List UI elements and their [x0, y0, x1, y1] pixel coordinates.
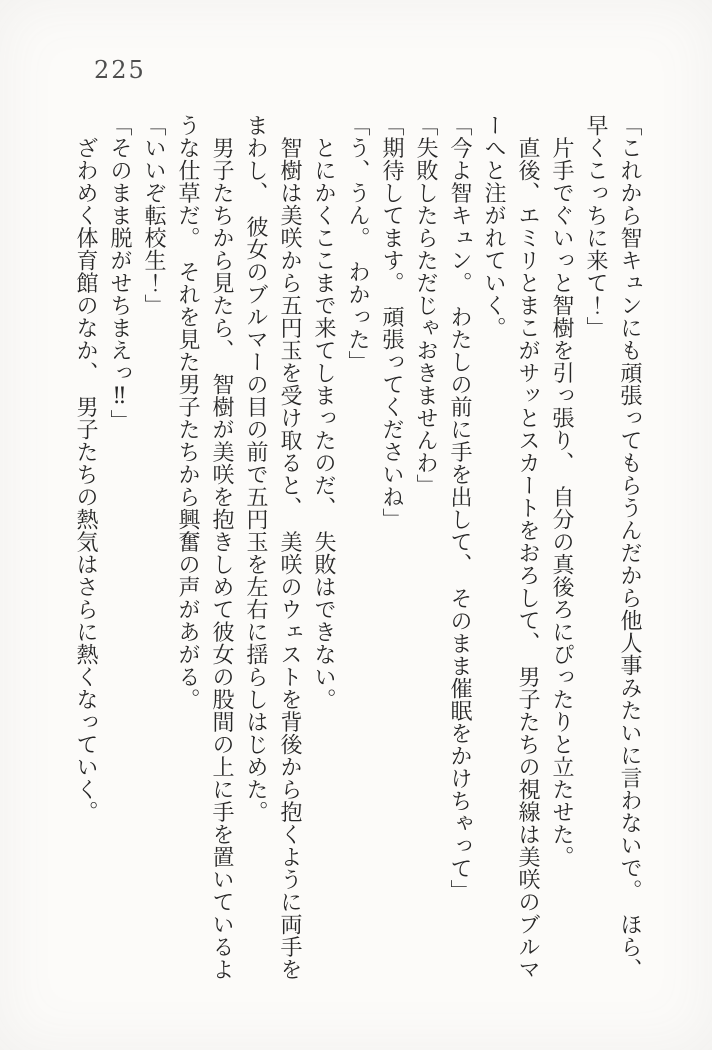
text-line: 「今よ智キュン。 わたしの前に手を出して、 そのまま催眠をかけちゃって」 [447, 114, 472, 902]
text-line: 智樹は美咲から五円玉を受け取ると、 美咲のウェストを背後から抱くように両手を [277, 114, 302, 981]
text-line: とにかくここまで来てしまったのだ、 失敗はできない。 [311, 114, 336, 711]
text-line: 「う、うん。 わかった」 [345, 114, 370, 373]
text-line: 早くこっちに来て！」 [583, 114, 608, 339]
text-line: 「いいぞ転校生！」 [141, 114, 166, 317]
text-line: 男子たちから見たら、 智樹が美咲を抱きしめて彼女の股間の上に手を置いているよ [209, 114, 234, 981]
text-line: 「期待してます。 頑張ってくださいね」 [379, 114, 404, 531]
body-text [68, 114, 646, 994]
text-line: まわし、 彼女のブルマーの目の前で五円玉を左右に揺らしはじめた。 [243, 114, 268, 823]
text-line: ーへと注がれていく。 [481, 114, 506, 339]
text-line: 「失敗したらただじゃおきませんわ」 [413, 114, 438, 497]
text-line: 直後、エミリとまこがサッとスカートをおろして、 男子たちの視線は美咲のブルマ [515, 114, 540, 981]
text-line: 「そのまま脱がせちまえっ‼」 [107, 114, 132, 432]
text-line: うな仕草だ。 それを見た男子たちから興奮の声があがる。 [175, 114, 200, 711]
text-line: 片手でぐいっと智樹を引っ張り、 自分の真後ろにぴったりと立たせた。 [549, 114, 574, 868]
text-line: 「これから智キュンにも頑張ってもらうんだから他人事みたいに言わないで。 ほら、 [617, 114, 642, 981]
text-line: ざわめく体育館のなか、 男子たちの熱気はさらに熱くなっていく。 [73, 114, 98, 823]
page-number: 225 [94, 56, 146, 84]
